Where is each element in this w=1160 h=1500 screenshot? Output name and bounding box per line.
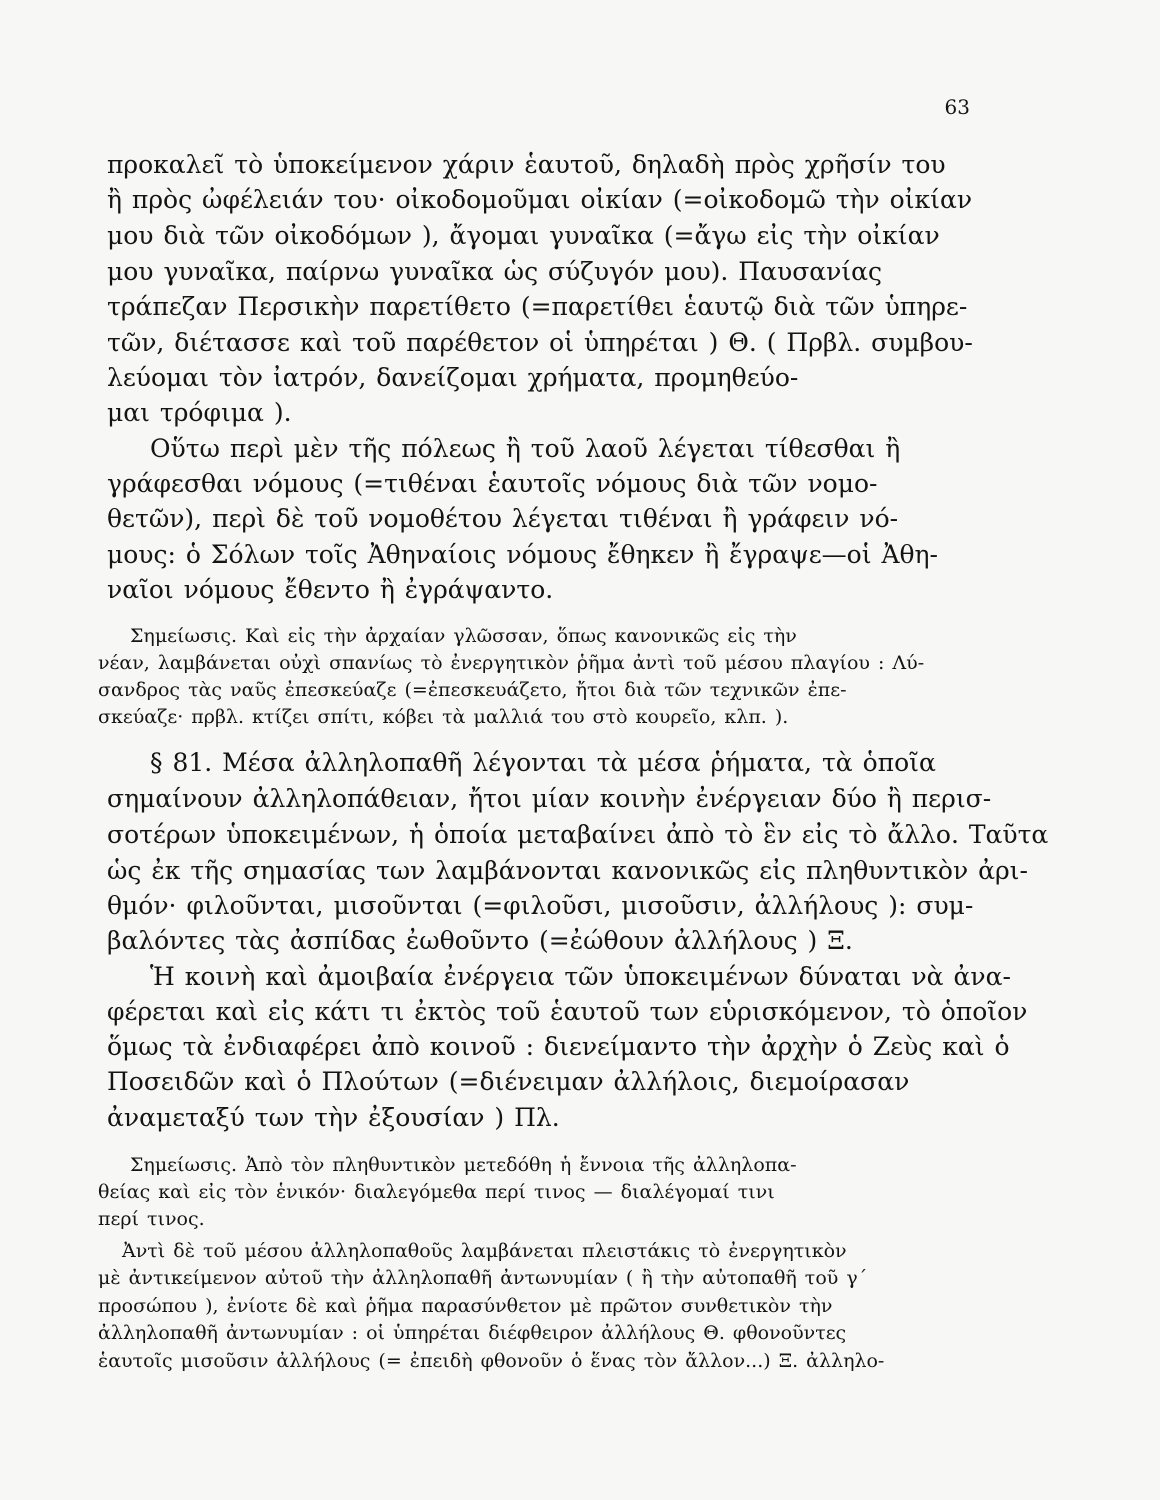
- text-line: βαλόντες τὰς ἀσπίδας ἐωθοῦντο (=ἐώθουν ἀλλήλους ) Ξ.: [107, 926, 853, 955]
- text-line: Ἡ κοινὴ καὶ ἀμοιβαία ἐνέργεια τῶν ὑποκειμένων δύναται νὰ ἀνα-: [150, 962, 1011, 991]
- text-line: ἢ πρὸς ὠφέλειάν του· οἰκοδομοῦμαι οἰκίαν (=οἰκοδομῶ τὴν οἰκίαν: [107, 185, 973, 214]
- text-line: περί τινος.: [98, 1208, 205, 1230]
- text-line: σανδρος τὰς ναῦς ἐπεσκεύαζε (=ἐπεσκευάζετο, ἤτοι διὰ τῶν τεχνικῶν ἐπε-: [98, 679, 847, 701]
- text-line: σκεύαζε· πρβλ. κτίζει σπίτι, κόβει τὰ μαλλιά του στὸ κουρεῖο, κλπ. ).: [98, 706, 789, 728]
- text-line: προσώπου ), ἐνίοτε δὲ καὶ ῥῆμα παρασύνθετον μὲ πρῶτον συνθετικὸν τὴν: [98, 1295, 833, 1317]
- text-line: μου γυναῖκα, παίρνω γυναῖκα ὡς σύζυγόν μου). Παυσανίας: [107, 257, 883, 286]
- text-line: φέρεται καὶ εἰς κάτι τι ἐκτὸς τοῦ ἑαυτοῦ των εὑρισκόμενον, τὸ ὁποῖον: [107, 997, 1028, 1026]
- text-line: σημαίνουν ἀλληλοπάθειαν, ἤτοι μίαν κοινὴν ἐνέργειαν δύο ἢ περισ-: [107, 784, 992, 813]
- text-line: νέαν, λαμβάνεται οὐχὶ σπανίως τὸ ἐνεργητικὸν ῥῆμα ἀντὶ τοῦ μέσου πλαγίου : Λύ-: [98, 652, 925, 674]
- text-line: γράφεσθαι νόμους (=τιθέναι ἑαυτοῖς νόμους διὰ τῶν νομο-: [107, 469, 878, 498]
- text-line: θείας καὶ εἰς τὸν ἑνικόν· διαλεγόμεθα περί τινος — διαλέγομαί τινι: [98, 1181, 775, 1203]
- text-line: μαι τρόφιμα ).: [107, 398, 292, 427]
- text-line: τῶν, διέτασσε καὶ τοῦ παρέθετον οἱ ὑπηρέται ) Θ. ( Πρβλ. συμβου-: [107, 328, 973, 357]
- text-line: Σημείωσις. Καὶ εἰς τὴν ἀρχαίαν γλῶσσαν, ὅπως κανονικῶς εἰς τὴν: [130, 625, 797, 647]
- text-line: Οὕτω περὶ μὲν τῆς πόλεως ἢ τοῦ λαοῦ λέγεται τίθεσθαι ἢ: [150, 434, 901, 463]
- section-heading-line: § 81. Μέσα ἀλληλοπαθῆ λέγονται τὰ μέσα ῥήματα, τὰ ὁποῖα: [150, 748, 936, 777]
- text-line: προκαλεῖ τὸ ὑποκείμενον χάριν ἑαυτοῦ, δηλαδὴ πρὸς χρῆσίν του: [107, 150, 946, 179]
- text-line: Ἀντὶ δὲ τοῦ μέσου ἀλληλοπαθοῦς λαμβάνεται πλειστάκις τὸ ἐνεργητικὸν: [122, 1240, 847, 1262]
- text-line: μου διὰ τῶν οἰκοδόμων ), ἄγομαι γυναῖκα (=ἄγω εἰς τὴν οἰκίαν: [107, 221, 940, 250]
- text-line: θετῶν), περὶ δὲ τοῦ νομοθέτου λέγεται τιθέναι ἢ γράφειν νό-: [107, 504, 899, 533]
- text-line: ἀναμεταξύ των τὴν ἐξουσίαν ) Πλ.: [107, 1103, 560, 1132]
- page-number: 63: [944, 95, 970, 119]
- text-line: Ποσειδῶν καὶ ὁ Πλούτων (=διένειμαν ἀλλήλοις, διεμοίρασαν: [107, 1067, 910, 1096]
- text-line: ναῖοι νόμους ἔθεντο ἢ ἐγράψαντο.: [107, 575, 554, 604]
- text-line: ὡς ἐκ τῆς σημασίας των λαμβάνονται κανονικῶς εἰς πληθυντικὸν ἀρι-: [107, 856, 1028, 885]
- text-line: θμόν· φιλοῦνται, μισοῦνται (=φιλοῦσι, μισοῦσιν, ἀλλήλους ): συμ-: [107, 891, 974, 920]
- text-line: σοτέρων ὑποκειμένων, ἡ ὁποία μεταβαίνει ἀπὸ τὸ ἓν εἰς τὸ ἄλλο. Ταῦτα: [107, 820, 1049, 849]
- text-line: ὅμως τὰ ἐνδιαφέρει ἀπὸ κοινοῦ : διενείμαντο τὴν ἀρχὴν ὁ Ζεὺς καὶ ὁ: [107, 1032, 1010, 1061]
- text-line: λεύομαι τὸν ἰατρόν, δανείζομαι χρήματα, προμηθεύο-: [107, 363, 799, 392]
- text-line: Σημείωσις. Ἀπὸ τὸν πληθυντικὸν μετεδόθη ἡ ἔννοια τῆς ἀλληλοπα-: [130, 1154, 797, 1176]
- text-line: μους: ὁ Σόλων τοῖς Ἀθηναίοις νόμους ἔθηκεν ἢ ἔγραψε—οἱ Ἀθη-: [107, 540, 938, 569]
- text-line: ἀλληλοπαθῆ ἀντωνυμίαν : οἱ ὑπηρέται διέφθειρον ἀλλήλους Θ. φθονοῦντες: [98, 1322, 847, 1344]
- text-line: μὲ ἀντικείμενον αὐτοῦ τὴν ἀλληλοπαθῆ ἀντωνυμίαν ( ἢ τὴν αὐτοπαθῆ τοῦ γ΄: [98, 1267, 868, 1289]
- text-line: ἑαυτοῖς μισοῦσιν ἀλλήλους (= ἐπειδὴ φθονοῦν ὁ ἕνας τὸν ἄλλον...) Ξ. ἀλληλο-: [98, 1350, 885, 1372]
- text-line: τράπεζαν Περσικὴν παρετίθετο (=παρετίθει ἑαυτῷ διὰ τῶν ὑπηρε-: [107, 292, 968, 321]
